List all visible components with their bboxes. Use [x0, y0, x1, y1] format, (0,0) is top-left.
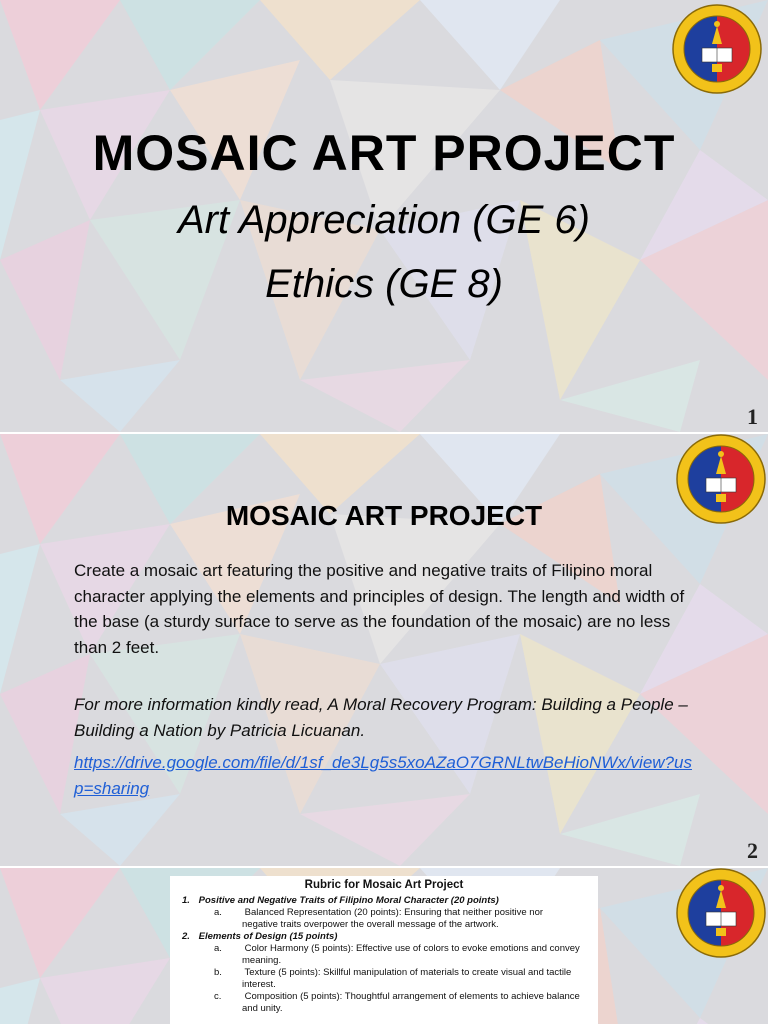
rubric-document [170, 876, 598, 1024]
page-number: 1 [747, 404, 758, 429]
rubric-subitem: c. Composition (5 points): Thoughtful arrangement of elements to achieve balance and unity. [214, 991, 580, 1014]
slide-heading: MOSAIC ART PROJECT [225, 500, 543, 531]
title-slide [0, 0, 768, 432]
rubric-subitem: a. Balanced Representation (20 points): Ensuring that neither positive nor negative traits overpower the overall message of the artwork. [214, 907, 544, 930]
slide-title: MOSAIC ART PROJECT [92, 125, 676, 181]
drive-link[interactable]: https://drive.google.com/file/d/1sf_de3Lg5s5xoAZaO7GRNLtwBeHioNWx/view?usp=sharing [74, 753, 692, 798]
project-description: Create a mosaic art featuring the positive and negative traits of Filipino moral character applying the elements and principles of design. The length and width of the base (a sturdy surface to serve as the foundation of the mosaic) are no less than 2 feet. [74, 561, 685, 657]
rubric-subitem: b. Texture (5 points): Skillful manipulation of materials to create visual and tactile interest. [214, 967, 572, 990]
project-description-slide [0, 434, 768, 866]
rubric-item: 1. Positive and Negative Traits of Filipino Moral Character (20 points) [182, 895, 499, 906]
university-seal-icon [676, 868, 766, 958]
subtitle-ethics: Ethics (GE 8) [265, 262, 503, 306]
rubric-subitem: a. Color Harmony (5 points): Effective use of colors to evoke emotions and convey meaning. [214, 943, 580, 966]
rubric-title: Rubric for Mosaic Art Project [304, 879, 464, 891]
page-number: 2 [747, 838, 758, 863]
rubric-item: 2. Elements of Design (15 points) [182, 931, 338, 942]
rubric-slide [0, 868, 768, 1024]
subtitle-art-appreciation: Art Appreciation (GE 6) [177, 198, 590, 242]
reading-reference: For more information kindly read, A Moral Recovery Program: Building a People – Building a Nation by Patricia Licuanan. [74, 695, 688, 740]
university-seal-icon [672, 4, 762, 94]
